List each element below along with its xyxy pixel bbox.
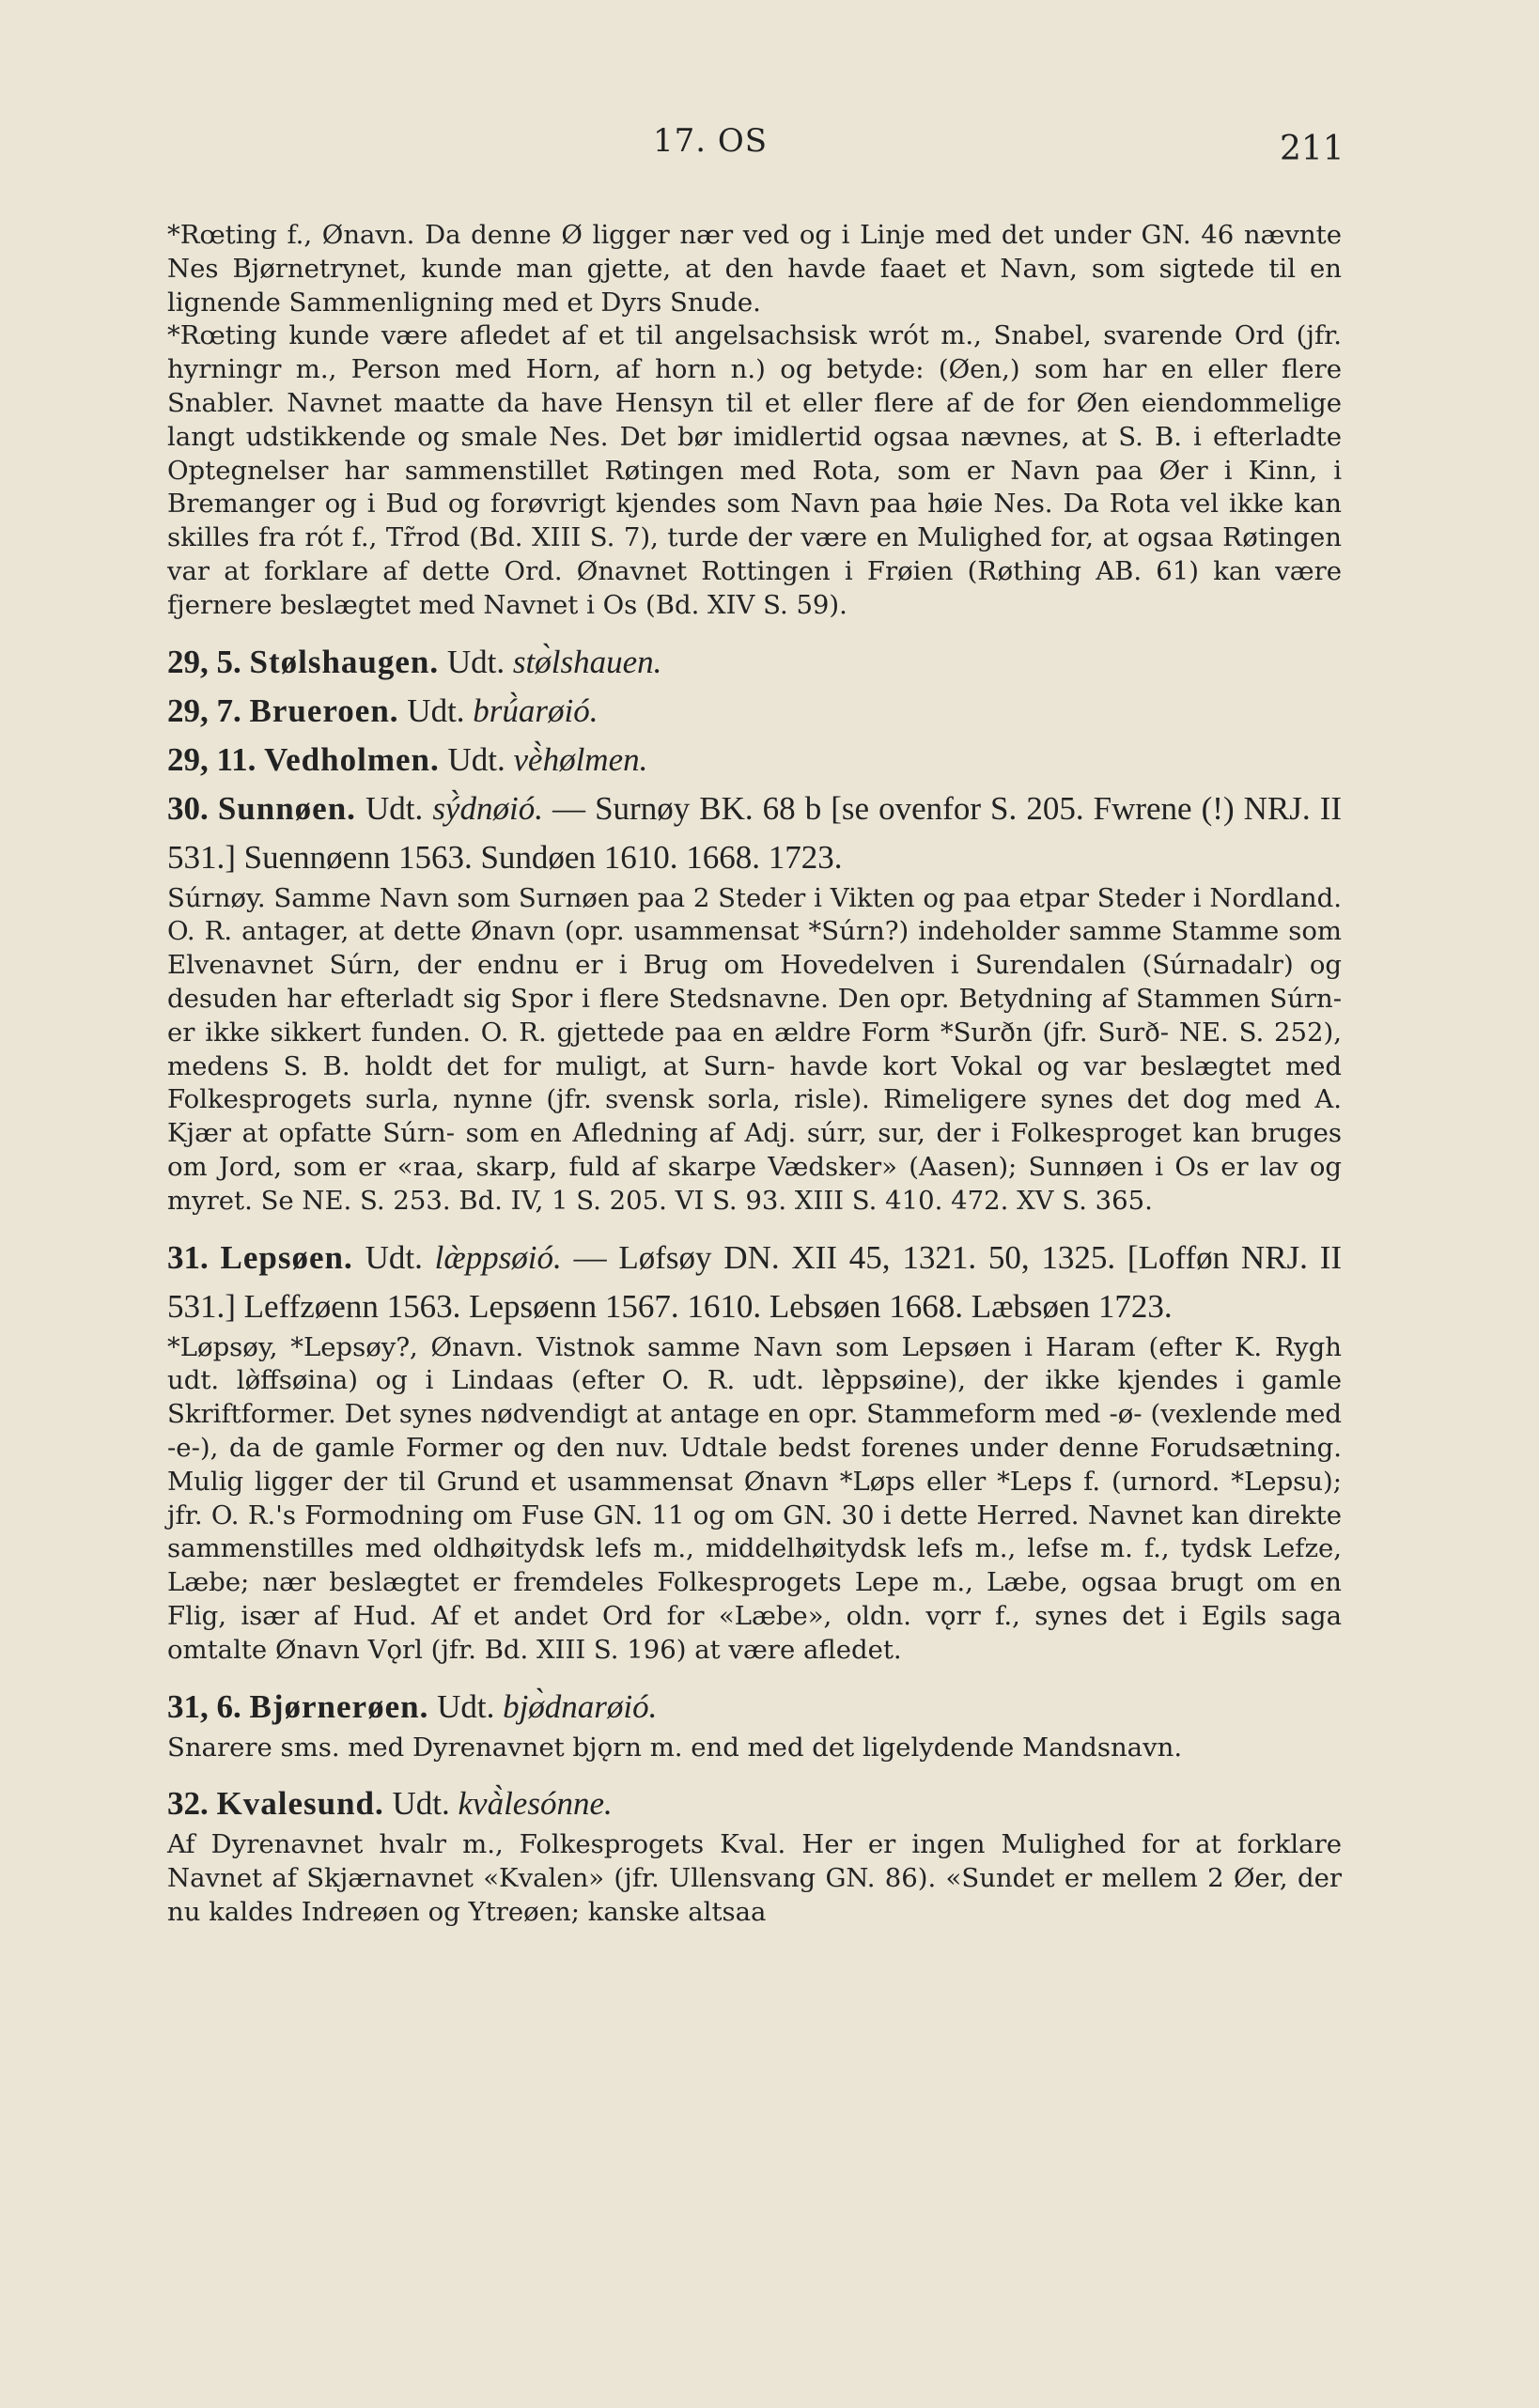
entry-29-5 xyxy=(167,638,1342,687)
entry-30 xyxy=(167,785,1342,882)
entry-number: 31, 6. xyxy=(167,1687,241,1725)
running-header xyxy=(0,122,1539,179)
udt-label: Udt. xyxy=(365,789,424,827)
entry-name: Stølshaugen. xyxy=(249,643,440,680)
entry-number: 30. xyxy=(167,789,209,827)
pronunciation: brú̀arøió. xyxy=(473,691,598,729)
intro-paragraph-2: *Rœting kunde være afledet af et til angelsachsisk wrót m., Snabel, svarende Ord (jfr. hyrningr m., Person med Horn, af horn n.) og betyde: (Øen,) som har en eller flere Snabler. Navnet maatte da have Hensyn til et eller flere af de for Øen eiendommelige langt udstikkende og smale Nes. Det bør imidlertid ogsaa nævnes, at S. B. i efterladte Optegnelser har sammenstillet Røtingen med Rota, som er Navn paa Øer i Kinn, i Bremanger og i Bud og forøvrigt kjendes som Navn paa høie Nes. Da Rota vel ikke kan skilles fra rót f., Tr̃rod (Bd. XIII S. 7), turde der være en Mulighed for, at ogsaa Røtingen var at forklare af dette Ord. Ønavnet Rottingen i Frøien (Røthing AB. 61) kan være fjernere beslægtet med Navnet i Os (Bd. XIV S. 59). xyxy=(167,320,1342,620)
pronunciation: læ̀ppsøió. xyxy=(434,1238,562,1276)
entry-29-7 xyxy=(167,687,1342,736)
page-number: 211 xyxy=(1280,130,1345,168)
entry-31-6 xyxy=(167,1683,1342,1732)
entry-number: 31. xyxy=(167,1238,209,1276)
entry-name: Lepsøen. xyxy=(220,1238,353,1276)
historical-forms: — Løfsøy DN. XII 45, 1321. 50, 1325. [Lofføn NRJ. II 531.] Leffzøenn 1563. Lepsøenn 1567. 1610. Lebsøen 1668. Læbsøen 1723. xyxy=(167,1238,1343,1325)
udt-label: Udt. xyxy=(392,1785,450,1823)
pronunciation: stø̀lshauen. xyxy=(512,643,662,680)
udt-label: Udt. xyxy=(407,691,465,729)
paragraph-lepsoy: *Løpsøy, *Lepsøy?, Ønavn. Vistnok samme Navn som Lepsøen i Haram (efter K. Rygh udt. lø̀ffsøina) og i Lindaas (efter O. R. udt. lè̀ppsøine), der ikke kjendes i gamle Skriftformer. Det synes nødvendigt at antage en opr. Stammeform med -ø- (vexlende med -e-), da de gamle Former og den nuv. Udtale bedst forenes under denne Forudsætning. Mulig ligger der til Grund et usammensat Ønavn *Løps eller *Leps f. (urnord. *Lepsu); jfr. O. R.'s Formodning om Fuse GN. 11 og om GN. 30 i dette Herred. Navnet kan direkte sammenstilles med oldhøitydsk lefs m., middelhøitydsk lefs m., lefse m. f., tydsk Lefze, Læbe; nær beslægtet er fremdeles Folkesprogets Lepe m., Læbe, ogsaa brugt om en Flig, især af Hud. Af et andet Ord for «Læbe», oldn. vǫrr f., synes det i Egils saga omtalte Ønavn Vǫrl (jfr. Bd. XIII S. 196) at være afledet. xyxy=(167,1331,1342,1665)
entry-name: Kvalesund. xyxy=(216,1785,384,1823)
entry-name: Vedholmen. xyxy=(264,740,440,778)
section-title: 17. OS xyxy=(653,122,769,160)
paragraph-kvalesund: Af Dyrenavnet hvalr m., Folkesprogets Kval. Her er ingen Mulighed for at forklare Navnet af Skjærnavnet «Kvalen» (jfr. Ullensvang GN. 86). «Sundet er mellem 2 Øer, der nu kaldes Indreøen og Ytreøen; kanske altsaa xyxy=(167,1829,1342,1927)
intro-paragraph-1: *Rœting f., Ønavn. Da denne Ø ligger nær ved og i Linje med det under GN. 46 nævnte Nes Bjørnetrynet, kunde man gjette, at den havde faaet et Navn, som sigtede til en lignende Sammenligning med et Dyrs Snude. xyxy=(167,220,1342,318)
historical-forms: — Surnøy BK. 68 b [se ovenfor S. 205. Fwrene (!) NRJ. II 531.] Suennøenn 1563. Sundøen 1610. 1668. 1723. xyxy=(167,789,1343,876)
pronunciation: bjø̀dnarøió. xyxy=(503,1687,658,1725)
entry-number: 29, 11. xyxy=(167,740,256,778)
entry-31 xyxy=(167,1234,1342,1331)
pronunciation: kvà̀lesónne. xyxy=(458,1785,613,1823)
pronunciation: sý̀dnøió. xyxy=(432,789,543,827)
entry-number: 29, 7. xyxy=(167,691,241,729)
udt-label: Udt. xyxy=(365,1238,423,1276)
entry-number: 32. xyxy=(167,1785,209,1823)
entry-number: 29, 5. xyxy=(167,643,241,680)
paragraph-bjornerøen: Snarere sms. med Dyrenavnet bjǫrn m. end med det ligelydende Mandsnavn. xyxy=(167,1732,1183,1763)
entry-32 xyxy=(167,1779,1342,1828)
udt-label: Udt. xyxy=(446,643,505,680)
udt-label: Udt. xyxy=(437,1687,495,1725)
paragraph-surnoy: Súrnøy. Samme Navn som Surnøen paa 2 Steder i Vikten og paa etpar Steder i Nordland. O. R. antager, at dette Ønavn (opr. usammensat *Súrn?) indeholder samme Stamme som Elvenavnet Súrn, der endnu er i Brug om Hovedelven i Surendalen (Súrnadalr) og desuden har efterladt sig Spor i flere Stedsnavne. Den opr. Betydning af Stammen Súrn- er ikke sikkert funden. O. R. gjettede paa en ældre Form *Surðn (jfr. Surð- NE. S. 252), medens S. B. holdt det for muligt, at Surn- havde kort Vokal og var beslægtet med Folkesprogets surla, nynne (jfr. svensk sorla, risle). Rimeligere synes det dog med A. Kjær at opfatte Súrn- som en Afledning af Adj. súrr, sur, der i Folkesproget kan bruges om Jord, som er «raa, skarp, fuld af skarpe Vædsker» (Aasen); Sunnøen i Os er lav og myret. Se NE. S. 253. Bd. IV, 1 S. 205. VI S. 93. XIII S. 410. 472. XV S. 365. xyxy=(167,882,1342,1216)
page-body xyxy=(167,219,1342,1930)
entry-name: Brueroen. xyxy=(249,691,399,729)
pronunciation: vè̀hølmen. xyxy=(513,740,648,778)
entry-name: Bjørnerøen. xyxy=(249,1687,429,1725)
entry-name: Sunnøen. xyxy=(217,789,356,827)
entry-29-11 xyxy=(167,736,1342,785)
udt-label: Udt. xyxy=(447,740,505,778)
